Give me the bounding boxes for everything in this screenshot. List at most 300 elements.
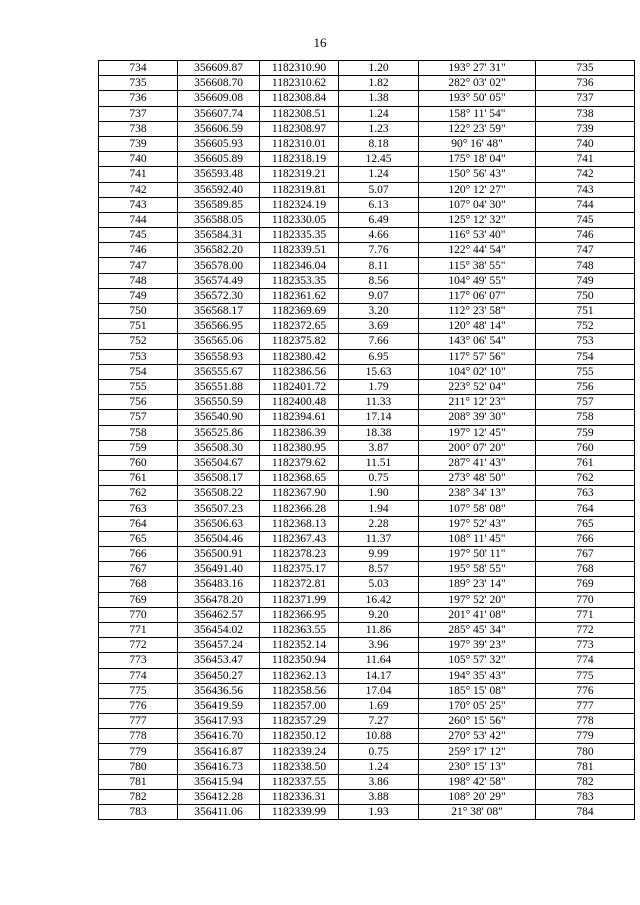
x-coordinate-cell: 356504.46 [178, 531, 260, 546]
x-coordinate-cell: 356558.93 [178, 349, 260, 364]
point-number-cell: 763 [99, 501, 178, 516]
bearing-cell: 90° 16' 48" [419, 136, 536, 151]
table-row [99, 531, 635, 546]
bearing-cell: 107° 58' 08" [419, 501, 536, 516]
point-number-cell: 772 [99, 638, 178, 653]
y-coordinate-cell: 1182335.35 [260, 228, 339, 243]
table-row [99, 334, 635, 349]
x-coordinate-cell: 356419.59 [178, 698, 260, 713]
point-number-cell: 744 [99, 212, 178, 227]
next-point-number-cell: 760 [536, 440, 635, 455]
x-coordinate-cell: 356415.94 [178, 774, 260, 789]
table-row [99, 425, 635, 440]
y-coordinate-cell: 1182363.55 [260, 622, 339, 637]
x-coordinate-cell: 356551.88 [178, 379, 260, 394]
next-point-number-cell: 776 [536, 683, 635, 698]
point-number-cell: 743 [99, 197, 178, 212]
distance-cell: 8.57 [339, 562, 419, 577]
x-coordinate-cell: 356609.08 [178, 91, 260, 106]
x-coordinate-cell: 356584.31 [178, 228, 260, 243]
bearing-cell: 120° 48' 14" [419, 319, 536, 334]
distance-cell: 1.93 [339, 805, 419, 820]
table-row [99, 440, 635, 455]
point-number-cell: 757 [99, 410, 178, 425]
page-number: 16 [313, 35, 327, 50]
x-coordinate-cell: 356454.02 [178, 622, 260, 637]
next-point-number-cell: 759 [536, 425, 635, 440]
next-point-number-cell: 767 [536, 547, 635, 562]
distance-cell: 5.07 [339, 182, 419, 197]
table-row [99, 501, 635, 516]
point-number-cell: 760 [99, 455, 178, 470]
bearing-cell: 223° 52' 04" [419, 379, 536, 394]
x-coordinate-cell: 356582.20 [178, 243, 260, 258]
y-coordinate-cell: 1182337.55 [260, 774, 339, 789]
x-coordinate-cell: 356574.49 [178, 273, 260, 288]
y-coordinate-cell: 1182375.82 [260, 334, 339, 349]
table-row [99, 121, 635, 136]
table-row [99, 759, 635, 774]
next-point-number-cell: 756 [536, 379, 635, 394]
point-number-cell: 778 [99, 729, 178, 744]
next-point-number-cell: 738 [536, 106, 635, 121]
bearing-cell: 201° 41' 08" [419, 607, 536, 622]
bearing-cell: 143° 06' 54" [419, 334, 536, 349]
point-number-cell: 777 [99, 714, 178, 729]
next-point-number-cell: 769 [536, 577, 635, 592]
bearing-cell: 189° 23' 14" [419, 577, 536, 592]
y-coordinate-cell: 1182310.62 [260, 76, 339, 91]
y-coordinate-cell: 1182394.61 [260, 410, 339, 425]
next-point-number-cell: 762 [536, 471, 635, 486]
y-coordinate-cell: 1182350.12 [260, 729, 339, 744]
bearing-cell: 193° 50' 05" [419, 91, 536, 106]
x-coordinate-cell: 356417.93 [178, 714, 260, 729]
point-number-cell: 740 [99, 152, 178, 167]
table-row [99, 410, 635, 425]
y-coordinate-cell: 1182336.31 [260, 790, 339, 805]
point-number-cell: 741 [99, 167, 178, 182]
distance-cell: 11.33 [339, 395, 419, 410]
x-coordinate-cell: 356478.20 [178, 592, 260, 607]
next-point-number-cell: 771 [536, 607, 635, 622]
x-coordinate-cell: 356609.87 [178, 61, 260, 76]
x-coordinate-cell: 356506.63 [178, 516, 260, 531]
distance-cell: 1.23 [339, 121, 419, 136]
point-number-cell: 756 [99, 395, 178, 410]
next-point-number-cell: 781 [536, 759, 635, 774]
point-number-cell: 735 [99, 76, 178, 91]
table-row [99, 106, 635, 121]
next-point-number-cell: 758 [536, 410, 635, 425]
next-point-number-cell: 783 [536, 790, 635, 805]
bearing-cell: 117° 06' 07" [419, 288, 536, 303]
bearing-cell: 115° 38' 55" [419, 258, 536, 273]
bearing-cell: 270° 53' 42" [419, 729, 536, 744]
table-row [99, 714, 635, 729]
point-number-cell: 780 [99, 759, 178, 774]
point-number-cell: 767 [99, 562, 178, 577]
x-coordinate-cell: 356540.90 [178, 410, 260, 425]
x-coordinate-cell: 356588.05 [178, 212, 260, 227]
x-coordinate-cell: 356568.17 [178, 304, 260, 319]
point-number-cell: 736 [99, 91, 178, 106]
x-coordinate-cell: 356608.70 [178, 76, 260, 91]
table-row [99, 258, 635, 273]
table-row [99, 76, 635, 91]
next-point-number-cell: 778 [536, 714, 635, 729]
y-coordinate-cell: 1182372.81 [260, 577, 339, 592]
y-coordinate-cell: 1182319.81 [260, 182, 339, 197]
point-number-cell: 746 [99, 243, 178, 258]
distance-cell: 9.07 [339, 288, 419, 303]
table-row [99, 304, 635, 319]
table-row [99, 547, 635, 562]
x-coordinate-cell: 356566.95 [178, 319, 260, 334]
distance-cell: 18.38 [339, 425, 419, 440]
point-number-cell: 734 [99, 61, 178, 76]
distance-cell: 15.63 [339, 364, 419, 379]
bearing-cell: 170° 05' 25" [419, 698, 536, 713]
distance-cell: 11.64 [339, 653, 419, 668]
bearing-cell: 21° 38' 08" [419, 805, 536, 820]
next-point-number-cell: 746 [536, 228, 635, 243]
y-coordinate-cell: 1182375.17 [260, 562, 339, 577]
table-row [99, 243, 635, 258]
y-coordinate-cell: 1182346.04 [260, 258, 339, 273]
table-row [99, 379, 635, 394]
distance-cell: 7.76 [339, 243, 419, 258]
y-coordinate-cell: 1182367.90 [260, 486, 339, 501]
point-number-cell: 770 [99, 607, 178, 622]
x-coordinate-cell: 356589.85 [178, 197, 260, 212]
next-point-number-cell: 773 [536, 638, 635, 653]
point-number-cell: 779 [99, 744, 178, 759]
x-coordinate-cell: 356555.67 [178, 364, 260, 379]
y-coordinate-cell: 1182339.51 [260, 243, 339, 258]
next-point-number-cell: 768 [536, 562, 635, 577]
bearing-cell: 259° 17' 12" [419, 744, 536, 759]
table-row [99, 288, 635, 303]
distance-cell: 3.86 [339, 774, 419, 789]
next-point-number-cell: 775 [536, 668, 635, 683]
distance-cell: 4.66 [339, 228, 419, 243]
y-coordinate-cell: 1182319.21 [260, 167, 339, 182]
distance-cell: 1.20 [339, 61, 419, 76]
next-point-number-cell: 750 [536, 288, 635, 303]
next-point-number-cell: 736 [536, 76, 635, 91]
distance-cell: 1.69 [339, 698, 419, 713]
y-coordinate-cell: 1182400.48 [260, 395, 339, 410]
y-coordinate-cell: 1182371.99 [260, 592, 339, 607]
distance-cell: 1.90 [339, 486, 419, 501]
table-row [99, 395, 635, 410]
point-number-cell: 758 [99, 425, 178, 440]
bearing-cell: 104° 49' 55" [419, 273, 536, 288]
table-row [99, 91, 635, 106]
next-point-number-cell: 735 [536, 61, 635, 76]
table-row [99, 638, 635, 653]
coordinates-table-body [99, 61, 635, 820]
x-coordinate-cell: 356606.59 [178, 121, 260, 136]
bearing-cell: 104° 02' 10" [419, 364, 536, 379]
distance-cell: 14.17 [339, 668, 419, 683]
point-number-cell: 771 [99, 622, 178, 637]
table-row [99, 228, 635, 243]
y-coordinate-cell: 1182308.51 [260, 106, 339, 121]
distance-cell: 12.45 [339, 152, 419, 167]
x-coordinate-cell: 356457.24 [178, 638, 260, 653]
next-point-number-cell: 751 [536, 304, 635, 319]
distance-cell: 1.79 [339, 379, 419, 394]
next-point-number-cell: 752 [536, 319, 635, 334]
table-row [99, 349, 635, 364]
next-point-number-cell: 755 [536, 364, 635, 379]
table-row [99, 516, 635, 531]
x-coordinate-cell: 356412.28 [178, 790, 260, 805]
x-coordinate-cell: 356565.06 [178, 334, 260, 349]
bearing-cell: 260° 15' 56" [419, 714, 536, 729]
y-coordinate-cell: 1182380.42 [260, 349, 339, 364]
distance-cell: 1.38 [339, 91, 419, 106]
point-number-cell: 768 [99, 577, 178, 592]
bearing-cell: 175° 18' 04" [419, 152, 536, 167]
x-coordinate-cell: 356453.47 [178, 653, 260, 668]
y-coordinate-cell: 1182339.24 [260, 744, 339, 759]
point-number-cell: 761 [99, 471, 178, 486]
next-point-number-cell: 748 [536, 258, 635, 273]
y-coordinate-cell: 1182324.19 [260, 197, 339, 212]
distance-cell: 1.24 [339, 106, 419, 121]
bearing-cell: 211° 12' 23" [419, 395, 536, 410]
distance-cell: 3.87 [339, 440, 419, 455]
point-number-cell: 755 [99, 379, 178, 394]
next-point-number-cell: 744 [536, 197, 635, 212]
x-coordinate-cell: 356411.06 [178, 805, 260, 820]
table-row [99, 273, 635, 288]
x-coordinate-cell: 356450.27 [178, 668, 260, 683]
next-point-number-cell: 745 [536, 212, 635, 227]
point-number-cell: 738 [99, 121, 178, 136]
next-point-number-cell: 754 [536, 349, 635, 364]
x-coordinate-cell: 356508.30 [178, 440, 260, 455]
point-number-cell: 748 [99, 273, 178, 288]
table-row [99, 61, 635, 76]
y-coordinate-cell: 1182378.23 [260, 547, 339, 562]
y-coordinate-cell: 1182379.62 [260, 455, 339, 470]
distance-cell: 9.99 [339, 547, 419, 562]
y-coordinate-cell: 1182358.56 [260, 683, 339, 698]
y-coordinate-cell: 1182362.13 [260, 668, 339, 683]
x-coordinate-cell: 356483.16 [178, 577, 260, 592]
table-row [99, 592, 635, 607]
next-point-number-cell: 774 [536, 653, 635, 668]
bearing-cell: 195° 58' 55" [419, 562, 536, 577]
x-coordinate-cell: 356504.67 [178, 455, 260, 470]
y-coordinate-cell: 1182386.39 [260, 425, 339, 440]
distance-cell: 3.69 [339, 319, 419, 334]
distance-cell: 11.51 [339, 455, 419, 470]
x-coordinate-cell: 356592.40 [178, 182, 260, 197]
bearing-cell: 197° 12' 45" [419, 425, 536, 440]
point-number-cell: 783 [99, 805, 178, 820]
y-coordinate-cell: 1182380.95 [260, 440, 339, 455]
next-point-number-cell: 784 [536, 805, 635, 820]
distance-cell: 8.56 [339, 273, 419, 288]
point-number-cell: 765 [99, 531, 178, 546]
table-row [99, 622, 635, 637]
distance-cell: 7.66 [339, 334, 419, 349]
bearing-cell: 198° 42' 58" [419, 774, 536, 789]
y-coordinate-cell: 1182339.99 [260, 805, 339, 820]
table-row [99, 774, 635, 789]
x-coordinate-cell: 356462.57 [178, 607, 260, 622]
point-number-cell: 751 [99, 319, 178, 334]
distance-cell: 17.14 [339, 410, 419, 425]
bearing-cell: 112° 23' 58" [419, 304, 536, 319]
table-row [99, 182, 635, 197]
table-row [99, 744, 635, 759]
y-coordinate-cell: 1182386.56 [260, 364, 339, 379]
table-row [99, 471, 635, 486]
bearing-cell: 158° 11' 54" [419, 106, 536, 121]
y-coordinate-cell: 1182308.97 [260, 121, 339, 136]
table-row [99, 729, 635, 744]
point-number-cell: 752 [99, 334, 178, 349]
point-number-cell: 753 [99, 349, 178, 364]
distance-cell: 9.20 [339, 607, 419, 622]
table-row [99, 167, 635, 182]
bearing-cell: 150° 56' 43" [419, 167, 536, 182]
point-number-cell: 737 [99, 106, 178, 121]
x-coordinate-cell: 356508.17 [178, 471, 260, 486]
y-coordinate-cell: 1182368.65 [260, 471, 339, 486]
table-row [99, 152, 635, 167]
next-point-number-cell: 761 [536, 455, 635, 470]
distance-cell: 3.88 [339, 790, 419, 805]
point-number-cell: 739 [99, 136, 178, 151]
x-coordinate-cell: 356525.86 [178, 425, 260, 440]
table-row [99, 790, 635, 805]
distance-cell: 1.94 [339, 501, 419, 516]
bearing-cell: 193° 27' 31" [419, 61, 536, 76]
point-number-cell: 747 [99, 258, 178, 273]
table-row [99, 698, 635, 713]
x-coordinate-cell: 356491.40 [178, 562, 260, 577]
next-point-number-cell: 742 [536, 167, 635, 182]
next-point-number-cell: 741 [536, 152, 635, 167]
next-point-number-cell: 740 [536, 136, 635, 151]
y-coordinate-cell: 1182367.43 [260, 531, 339, 546]
point-number-cell: 769 [99, 592, 178, 607]
x-coordinate-cell: 356605.89 [178, 152, 260, 167]
table-row [99, 805, 635, 820]
point-number-cell: 754 [99, 364, 178, 379]
y-coordinate-cell: 1182368.13 [260, 516, 339, 531]
bearing-cell: 122° 23' 59" [419, 121, 536, 136]
next-point-number-cell: 770 [536, 592, 635, 607]
x-coordinate-cell: 356593.48 [178, 167, 260, 182]
point-number-cell: 764 [99, 516, 178, 531]
distance-cell: 0.75 [339, 744, 419, 759]
y-coordinate-cell: 1182401.72 [260, 379, 339, 394]
point-number-cell: 745 [99, 228, 178, 243]
next-point-number-cell: 772 [536, 622, 635, 637]
bearing-cell: 105° 57' 32" [419, 653, 536, 668]
bearing-cell: 238° 34' 13" [419, 486, 536, 501]
next-point-number-cell: 743 [536, 182, 635, 197]
point-number-cell: 775 [99, 683, 178, 698]
distance-cell: 3.96 [339, 638, 419, 653]
x-coordinate-cell: 356500.91 [178, 547, 260, 562]
x-coordinate-cell: 356436.56 [178, 683, 260, 698]
next-point-number-cell: 764 [536, 501, 635, 516]
distance-cell: 3.20 [339, 304, 419, 319]
y-coordinate-cell: 1182350.94 [260, 653, 339, 668]
next-point-number-cell: 766 [536, 531, 635, 546]
table-row [99, 683, 635, 698]
y-coordinate-cell: 1182318.19 [260, 152, 339, 167]
y-coordinate-cell: 1182310.90 [260, 61, 339, 76]
distance-cell: 8.11 [339, 258, 419, 273]
next-point-number-cell: 782 [536, 774, 635, 789]
next-point-number-cell: 765 [536, 516, 635, 531]
bearing-cell: 108° 20' 29" [419, 790, 536, 805]
next-point-number-cell: 749 [536, 273, 635, 288]
bearing-cell: 117° 57' 56" [419, 349, 536, 364]
next-point-number-cell: 739 [536, 121, 635, 136]
bearing-cell: 287° 41' 43" [419, 455, 536, 470]
distance-cell: 6.49 [339, 212, 419, 227]
point-number-cell: 742 [99, 182, 178, 197]
table-row [99, 319, 635, 334]
table-row [99, 653, 635, 668]
next-point-number-cell: 753 [536, 334, 635, 349]
x-coordinate-cell: 356416.73 [178, 759, 260, 774]
bearing-cell: 230° 15' 13" [419, 759, 536, 774]
bearing-cell: 116° 53' 40" [419, 228, 536, 243]
distance-cell: 6.13 [339, 197, 419, 212]
x-coordinate-cell: 356416.87 [178, 744, 260, 759]
bearing-cell: 197° 39' 23" [419, 638, 536, 653]
distance-cell: 10.88 [339, 729, 419, 744]
point-number-cell: 749 [99, 288, 178, 303]
table-row [99, 455, 635, 470]
y-coordinate-cell: 1182366.95 [260, 607, 339, 622]
point-number-cell: 762 [99, 486, 178, 501]
bearing-cell: 125° 12' 32" [419, 212, 536, 227]
y-coordinate-cell: 1182361.62 [260, 288, 339, 303]
table-row [99, 197, 635, 212]
table-row [99, 364, 635, 379]
bearing-cell: 108° 11' 45" [419, 531, 536, 546]
table-row [99, 607, 635, 622]
next-point-number-cell: 747 [536, 243, 635, 258]
bearing-cell: 197° 50' 11" [419, 547, 536, 562]
point-number-cell: 759 [99, 440, 178, 455]
distance-cell: 7.27 [339, 714, 419, 729]
table-row [99, 668, 635, 683]
y-coordinate-cell: 1182352.14 [260, 638, 339, 653]
x-coordinate-cell: 356607.74 [178, 106, 260, 121]
table-row [99, 212, 635, 227]
distance-cell: 11.86 [339, 622, 419, 637]
point-number-cell: 774 [99, 668, 178, 683]
bearing-cell: 197° 52' 43" [419, 516, 536, 531]
point-number-cell: 776 [99, 698, 178, 713]
x-coordinate-cell: 356416.70 [178, 729, 260, 744]
distance-cell: 17.04 [339, 683, 419, 698]
